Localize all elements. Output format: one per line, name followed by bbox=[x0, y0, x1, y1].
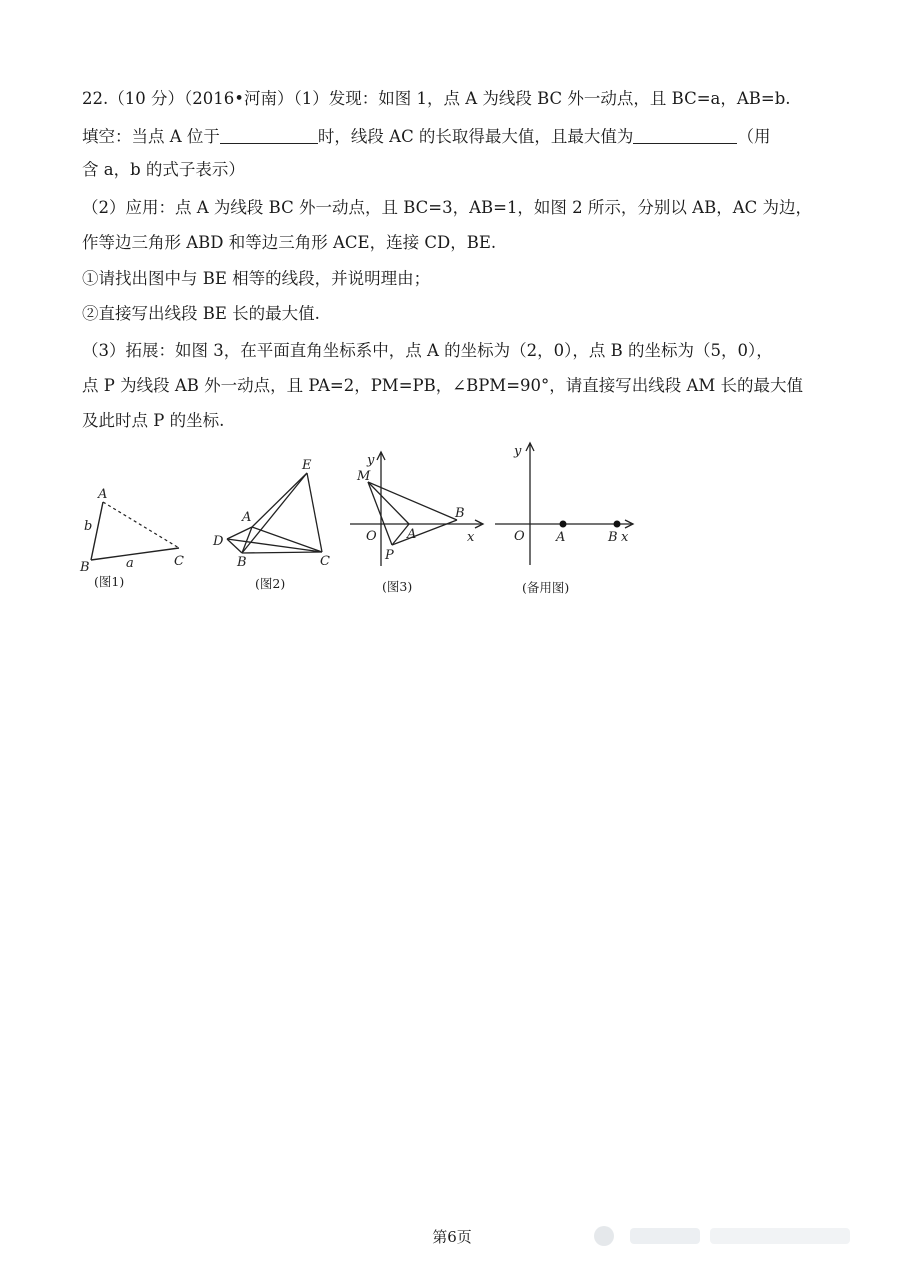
label-b: B bbox=[80, 560, 90, 575]
label-a: A bbox=[242, 510, 252, 525]
label-y: y bbox=[514, 444, 522, 459]
label-e: E bbox=[302, 458, 312, 473]
line2-part-a: 填空：当点 A 位于 bbox=[82, 127, 220, 146]
point-b bbox=[614, 521, 621, 528]
label-d: D bbox=[213, 534, 224, 549]
segment-ac-dashed bbox=[103, 502, 179, 548]
segment-ma bbox=[368, 482, 409, 524]
segment-ec bbox=[307, 473, 322, 552]
label-c: C bbox=[174, 554, 184, 569]
line2-part-c: （用 bbox=[737, 127, 771, 146]
label-a: A bbox=[98, 487, 108, 502]
line2-part-b: 时，线段 AC 的长取得最大值，且最大值为 bbox=[317, 127, 634, 146]
label-o: O bbox=[514, 529, 525, 544]
figure-3 bbox=[345, 448, 490, 603]
figure-4-caption: (备用图) bbox=[522, 580, 570, 595]
label-a-side: a bbox=[126, 556, 134, 571]
label-p: P bbox=[385, 548, 394, 563]
question-line-3: 含 a，b 的式子表示） bbox=[82, 160, 245, 179]
figure-3-caption: (图3) bbox=[382, 579, 413, 594]
segment-bc bbox=[242, 552, 322, 553]
question-line-5: 作等边三角形 ABD 和等边三角形 ACE，连接 CD，BE. bbox=[82, 233, 497, 252]
figure-2 bbox=[205, 455, 345, 600]
watermark-logo bbox=[590, 1218, 860, 1254]
page-number: 第6页 bbox=[432, 1228, 472, 1246]
segment-ab bbox=[91, 502, 103, 560]
answer-blank-1 bbox=[220, 127, 318, 144]
label-b-side: b bbox=[84, 519, 93, 534]
label-a: A bbox=[407, 527, 417, 542]
label-c: C bbox=[320, 554, 330, 569]
question-line-6: ①请找出图中与 BE 相等的线段，并说明理由； bbox=[82, 269, 431, 288]
figure-1-caption: (图1) bbox=[94, 574, 125, 589]
segment-ae bbox=[252, 473, 307, 527]
segment-be bbox=[242, 473, 307, 553]
answer-blank-2 bbox=[633, 127, 737, 144]
label-b: B bbox=[237, 555, 247, 570]
label-a: A bbox=[556, 530, 566, 545]
figure-4 bbox=[490, 435, 640, 600]
label-o: O bbox=[366, 529, 377, 544]
segment-cd bbox=[227, 539, 322, 552]
question-line-2 bbox=[82, 126, 770, 148]
label-m: M bbox=[357, 469, 371, 484]
segment-ac bbox=[252, 527, 322, 552]
question-line-9: 点 P 为线段 AB 外一动点，且 PA=2，PM=PB，∠BPM=90°，请直接写出线段 AM 长的最大值 bbox=[82, 376, 804, 395]
question-line-10: 及此时点 P 的坐标. bbox=[82, 411, 225, 430]
figure-2-caption: (图2) bbox=[255, 576, 286, 591]
label-b: B bbox=[455, 506, 465, 521]
question-line-1: 22.（10 分）（2016•河南）（1）发现：如图 1，点 A 为线段 BC 外一动点，且 BC=a，AB=b. bbox=[82, 89, 791, 108]
segment-bc bbox=[91, 548, 179, 560]
label-x: x bbox=[467, 530, 475, 545]
label-x: x bbox=[621, 530, 629, 545]
label-b: B bbox=[608, 530, 618, 545]
question-line-4: （2）应用：点 A 为线段 BC 外一动点，且 BC=3，AB=1，如图 2 所示，分别以 AB，AC 为边， bbox=[82, 198, 812, 217]
label-y: y bbox=[367, 453, 375, 468]
question-line-8: （3）拓展：如图 3，在平面直角坐标系中，点 A 的坐标为（2，0），点 B 的坐标为（5，0）， bbox=[82, 341, 773, 360]
point-a bbox=[560, 521, 567, 528]
figure-1 bbox=[76, 478, 196, 598]
question-line-7: ②直接写出线段 BE 长的最大值. bbox=[82, 304, 320, 323]
